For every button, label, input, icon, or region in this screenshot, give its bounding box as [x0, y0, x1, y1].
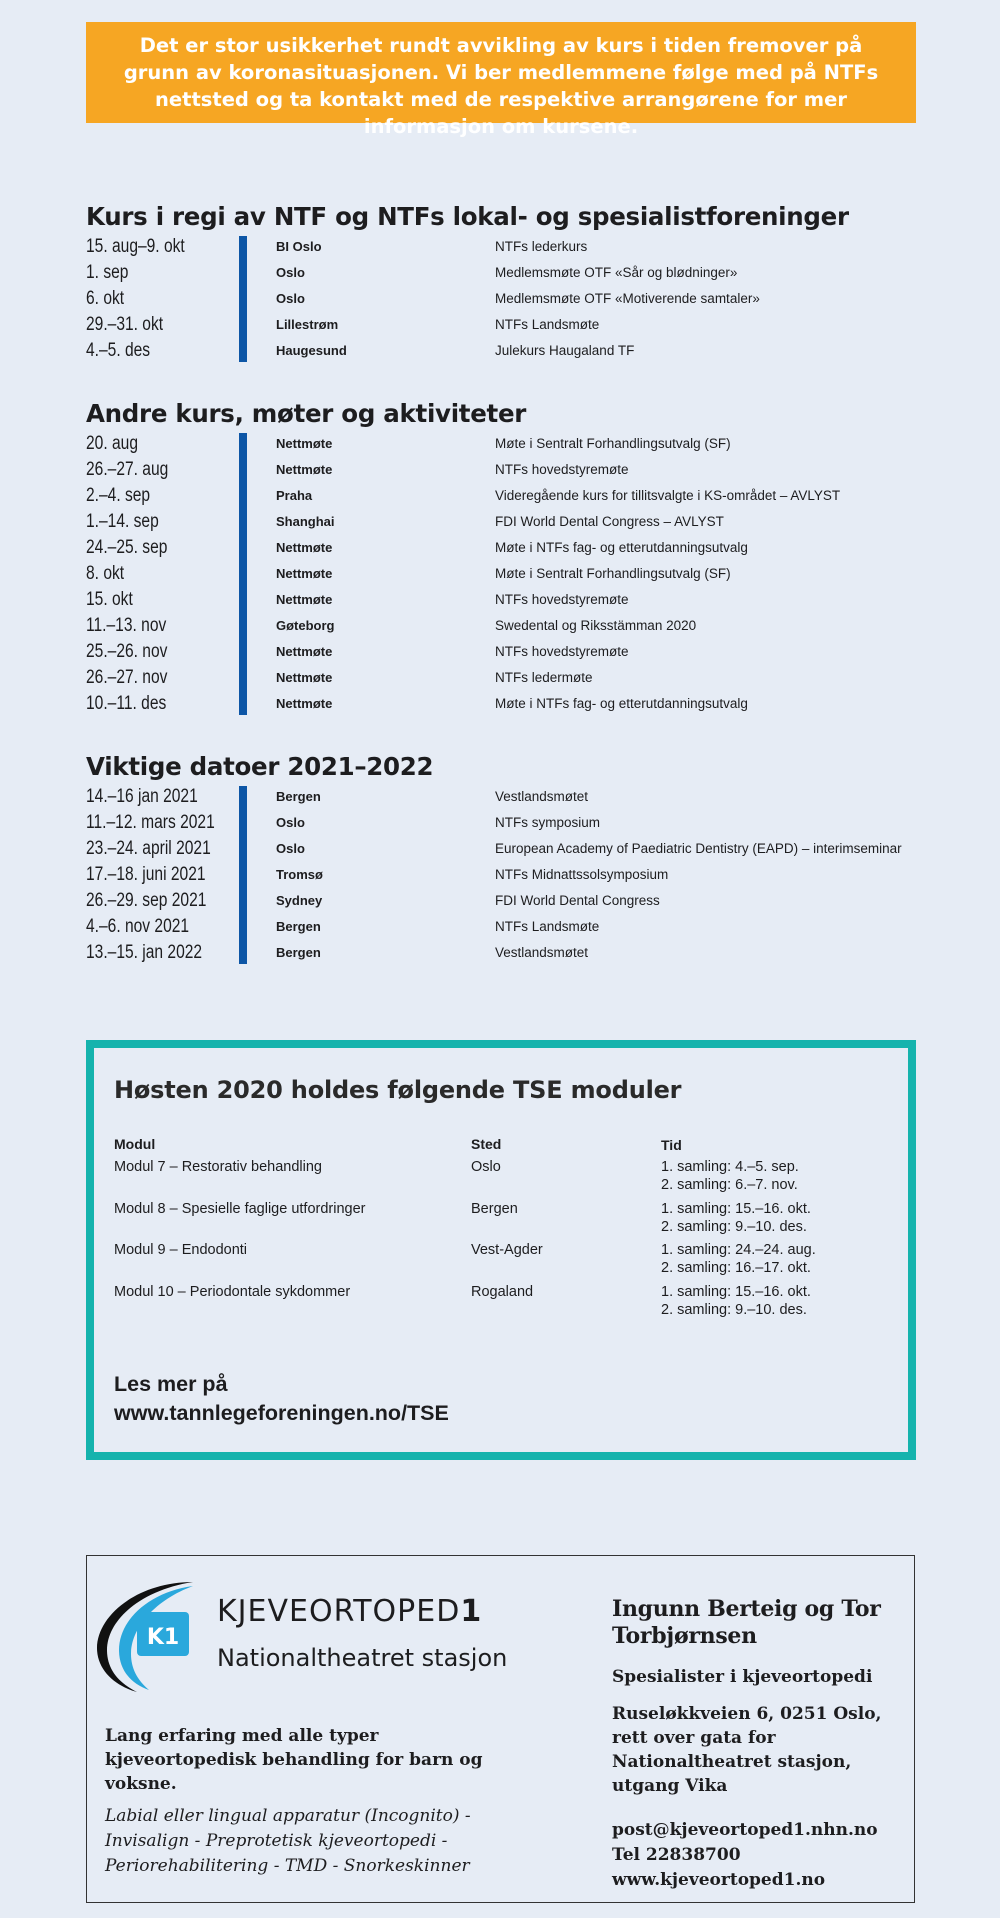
tse-tid-2: 2. samling: 9.–10. des. [661, 1301, 807, 1318]
course-place: Nettmøte [276, 566, 333, 581]
course-row [86, 862, 946, 888]
course-row [86, 888, 946, 914]
section-other-courses [86, 397, 946, 717]
brand-number: 1 [460, 1594, 483, 1629]
course-place: Oslo [276, 815, 305, 830]
ad-email[interactable]: post@kjeveortoped1.nhn.no [612, 1820, 878, 1840]
ad-services: Labial eller lingual apparatur (Incognito) - Invisalign - Preprotetisk kjeveortopedi - Periorehabilitering - TMD - Snorkeskinner [105, 1806, 471, 1876]
section-title: Kurs i regi av NTF og NTFs lokal- og spesialistforeninger [86, 202, 849, 231]
tse-tid-2: 2. samling: 9.–10. des. [661, 1218, 807, 1235]
course-place: Bergen [276, 789, 321, 804]
tse-read-more-link[interactable]: www.tannlegeforeningen.no/TSE [114, 1401, 449, 1425]
ad-address: Ruseløkkveien 6, 0251 Oslo, rett over gata for Nationaltheatret stasjon, utgang Vika [612, 1704, 882, 1796]
tse-modul: Modul 10 – Periodontale sykdommer [114, 1283, 351, 1300]
course-row [86, 234, 946, 260]
course-place: Bergen [276, 945, 321, 960]
tse-tid-1: 1. samling: 24.–24. aug. [661, 1242, 816, 1258]
course-row [86, 286, 946, 312]
ad-specialty: Spesialister i kjeveortopedi [612, 1667, 873, 1687]
col-header-modul: Modul [114, 1136, 156, 1152]
course-date: 25.–26. nov [86, 641, 168, 662]
table-row [114, 1241, 904, 1283]
course-place: Nettmøte [276, 592, 333, 607]
tse-sted: Oslo [471, 1159, 501, 1175]
course-desc: FDI World Dental Congress [495, 893, 660, 908]
course-date: 6. okt [86, 288, 125, 309]
course-date: 17.–18. juni 2021 [86, 864, 206, 885]
course-row [86, 312, 946, 338]
course-date: 8. okt [86, 563, 125, 584]
course-row [86, 940, 946, 966]
course-date: 1. sep [86, 262, 129, 283]
tse-sted: Rogaland [471, 1283, 534, 1300]
brand-station: Nationaltheatret stasjon [217, 1644, 508, 1672]
tse-modules-box [86, 1040, 916, 1460]
course-date: 11.–12. mars 2021 [86, 812, 215, 833]
course-row [86, 639, 946, 665]
course-row [86, 457, 946, 483]
course-date: 26.–27. nov [86, 667, 168, 688]
section-important-dates [86, 750, 946, 966]
corona-notice: Det er stor usikkerhet rundt avvikling av kurs i tiden fremover på grunn av koronasituasjonen. Vi ber medlemmene følge med på NTFs nettsted og ta kontakt med de respektive arrangørene for mer informasjon om kursene. [86, 22, 916, 123]
course-row [86, 691, 946, 717]
course-desc: Medlemsmøte OTF «Sår og blødninger» [495, 265, 738, 280]
course-list [86, 234, 946, 364]
tse-sted: Vest-Agder [471, 1242, 543, 1258]
course-row [86, 483, 946, 509]
course-place: BI Oslo [276, 239, 322, 254]
tse-tid-2: 2. samling: 16.–17. okt. [661, 1260, 811, 1276]
tse-modul: Modul 9 – Endodonti [114, 1242, 248, 1258]
ad-phone: Tel 22838700 [612, 1845, 741, 1865]
tse-table [114, 1136, 904, 1324]
course-place: Nettmøte [276, 644, 333, 659]
tse-tid [661, 1200, 811, 1236]
course-desc: NTFs symposium [495, 815, 601, 830]
course-date: 4.–5. des [86, 340, 151, 361]
course-place: Sydney [276, 893, 323, 908]
logo-text: K1 [146, 1625, 180, 1650]
course-desc: Vestlandsmøtet [495, 945, 589, 960]
course-row [86, 260, 946, 286]
course-desc: Julekurs Haugaland TF [495, 343, 635, 358]
course-date: 23.–24. april 2021 [86, 838, 211, 859]
tse-tid-2: 2. samling: 6.–7. nov. [661, 1177, 798, 1193]
course-place: Nettmøte [276, 462, 333, 477]
brand-name [217, 1594, 482, 1629]
course-date: 1.–14. sep [86, 511, 159, 532]
course-place: Oslo [276, 265, 305, 280]
course-desc: NTFs ledermøte [495, 670, 593, 685]
tse-tid-1: 1. samling: 15.–16. okt. [661, 1200, 811, 1217]
course-desc: European Academy of Paediatric Dentistry (EAPD) – interimseminar [495, 841, 902, 856]
tse-modul: Modul 7 – Restorativ behandling [114, 1159, 322, 1175]
course-date: 10.–11. des [86, 693, 167, 714]
course-row [86, 509, 946, 535]
ad-names: Ingunn Berteig og Tor Torbjørnsen [612, 1596, 881, 1649]
course-place: Lillestrøm [276, 317, 339, 332]
ad-lead: Lang erfaring med alle typer kjeveortopedisk behandling for barn og voksne. [105, 1726, 483, 1794]
course-date: 20. aug [86, 433, 138, 454]
col-header-sted: Sted [471, 1136, 502, 1152]
course-row [86, 338, 946, 364]
course-desc: FDI World Dental Congress – AVLYST [495, 514, 724, 529]
course-row [86, 914, 946, 940]
course-row [86, 561, 946, 587]
ad-contact [612, 1818, 912, 1893]
course-desc: NTFs Landsmøte [495, 317, 600, 332]
course-place: Nettmøte [276, 670, 333, 685]
course-desc: Møte i NTFs fag- og etterutdanningsutvalg [495, 540, 748, 555]
course-date: 14.–16 jan 2021 [86, 786, 198, 807]
course-desc: Møte i Sentralt Forhandlingsutvalg (SF) [495, 566, 731, 581]
course-desc: Vestlandsmøtet [495, 789, 589, 804]
course-date: 26.–29. sep 2021 [86, 890, 207, 911]
course-date: 15. okt [86, 589, 133, 610]
ad-web[interactable]: www.kjeveortoped1.no [612, 1870, 826, 1890]
course-place: Praha [276, 488, 313, 503]
table-row [114, 1200, 904, 1242]
course-desc: NTFs hovedstyremøte [495, 592, 629, 607]
tse-modul: Modul 8 – Spesielle faglige utfordringer [114, 1200, 366, 1217]
course-place: Nettmøte [276, 540, 333, 555]
course-desc: Møte i Sentralt Forhandlingsutvalg (SF) [495, 436, 731, 451]
tse-table-header [114, 1136, 904, 1158]
tse-tid [661, 1158, 799, 1194]
course-place: Oslo [276, 841, 305, 856]
k1-logo-icon [97, 1578, 207, 1696]
table-row [114, 1283, 904, 1325]
section-ntf-courses [86, 200, 946, 364]
course-place: Bergen [276, 919, 321, 934]
course-desc: NTFs lederkurs [495, 239, 588, 254]
course-row [86, 665, 946, 691]
course-place: Haugesund [276, 343, 347, 358]
course-place: Nettmøte [276, 436, 333, 451]
course-desc: NTFs Landsmøte [495, 919, 600, 934]
course-date: 24.–25. sep [86, 537, 168, 558]
course-place: Oslo [276, 291, 305, 306]
course-row [86, 613, 946, 639]
course-place: Nettmøte [276, 696, 333, 711]
tse-tid-1: 1. samling: 15.–16. okt. [661, 1283, 811, 1300]
course-date: 15. aug–9. okt [86, 236, 185, 257]
tse-tid [661, 1283, 811, 1319]
course-date: 29.–31. okt [86, 314, 164, 335]
table-row [114, 1158, 904, 1200]
kjeveortoped-ad [86, 1555, 915, 1903]
tse-tid [661, 1241, 816, 1277]
section-title: Viktige datoer 2021–2022 [86, 752, 434, 781]
course-desc: Møte i NTFs fag- og etterutdanningsutvalg [495, 696, 748, 711]
tse-title: Høsten 2020 holdes følgende TSE moduler [114, 1076, 682, 1104]
course-desc: NTFs Midnattssolsymposium [495, 867, 669, 882]
tse-read-more [114, 1370, 449, 1428]
course-date: 26.–27. aug [86, 459, 169, 480]
course-date: 11.–13. nov [86, 615, 167, 636]
course-list [86, 431, 946, 717]
course-row [86, 784, 946, 810]
course-place: Shanghai [276, 514, 335, 529]
course-row [86, 587, 946, 613]
section-title: Andre kurs, møter og aktiviteter [86, 399, 527, 428]
course-row [86, 836, 946, 862]
course-date: 4.–6. nov 2021 [86, 916, 190, 937]
course-row [86, 535, 946, 561]
ad-contact-column [612, 1596, 912, 1893]
col-header-tid: Tid [661, 1137, 682, 1153]
course-row [86, 810, 946, 836]
course-desc: Swedental og Riksstämman 2020 [495, 618, 697, 633]
course-row [86, 431, 946, 457]
tse-sted: Bergen [471, 1200, 518, 1217]
tse-read-more-label: Les mer på [114, 1372, 228, 1396]
course-desc: Medlemsmøte OTF «Motiverende samtaler» [495, 291, 760, 306]
course-desc: Videregående kurs for tillitsvalgte i KS-området – AVLYST [495, 488, 841, 503]
course-place: Tromsø [276, 867, 323, 882]
course-date: 13.–15. jan 2022 [86, 942, 203, 963]
course-desc: NTFs hovedstyremøte [495, 644, 629, 659]
course-desc: NTFs hovedstyremøte [495, 462, 629, 477]
course-date: 2.–4. sep [86, 485, 151, 506]
tse-tid-1: 1. samling: 4.–5. sep. [661, 1159, 799, 1175]
course-list [86, 784, 946, 966]
course-place: Gøteborg [276, 618, 335, 633]
brand-text: KJEVEORTOPED [217, 1594, 461, 1629]
